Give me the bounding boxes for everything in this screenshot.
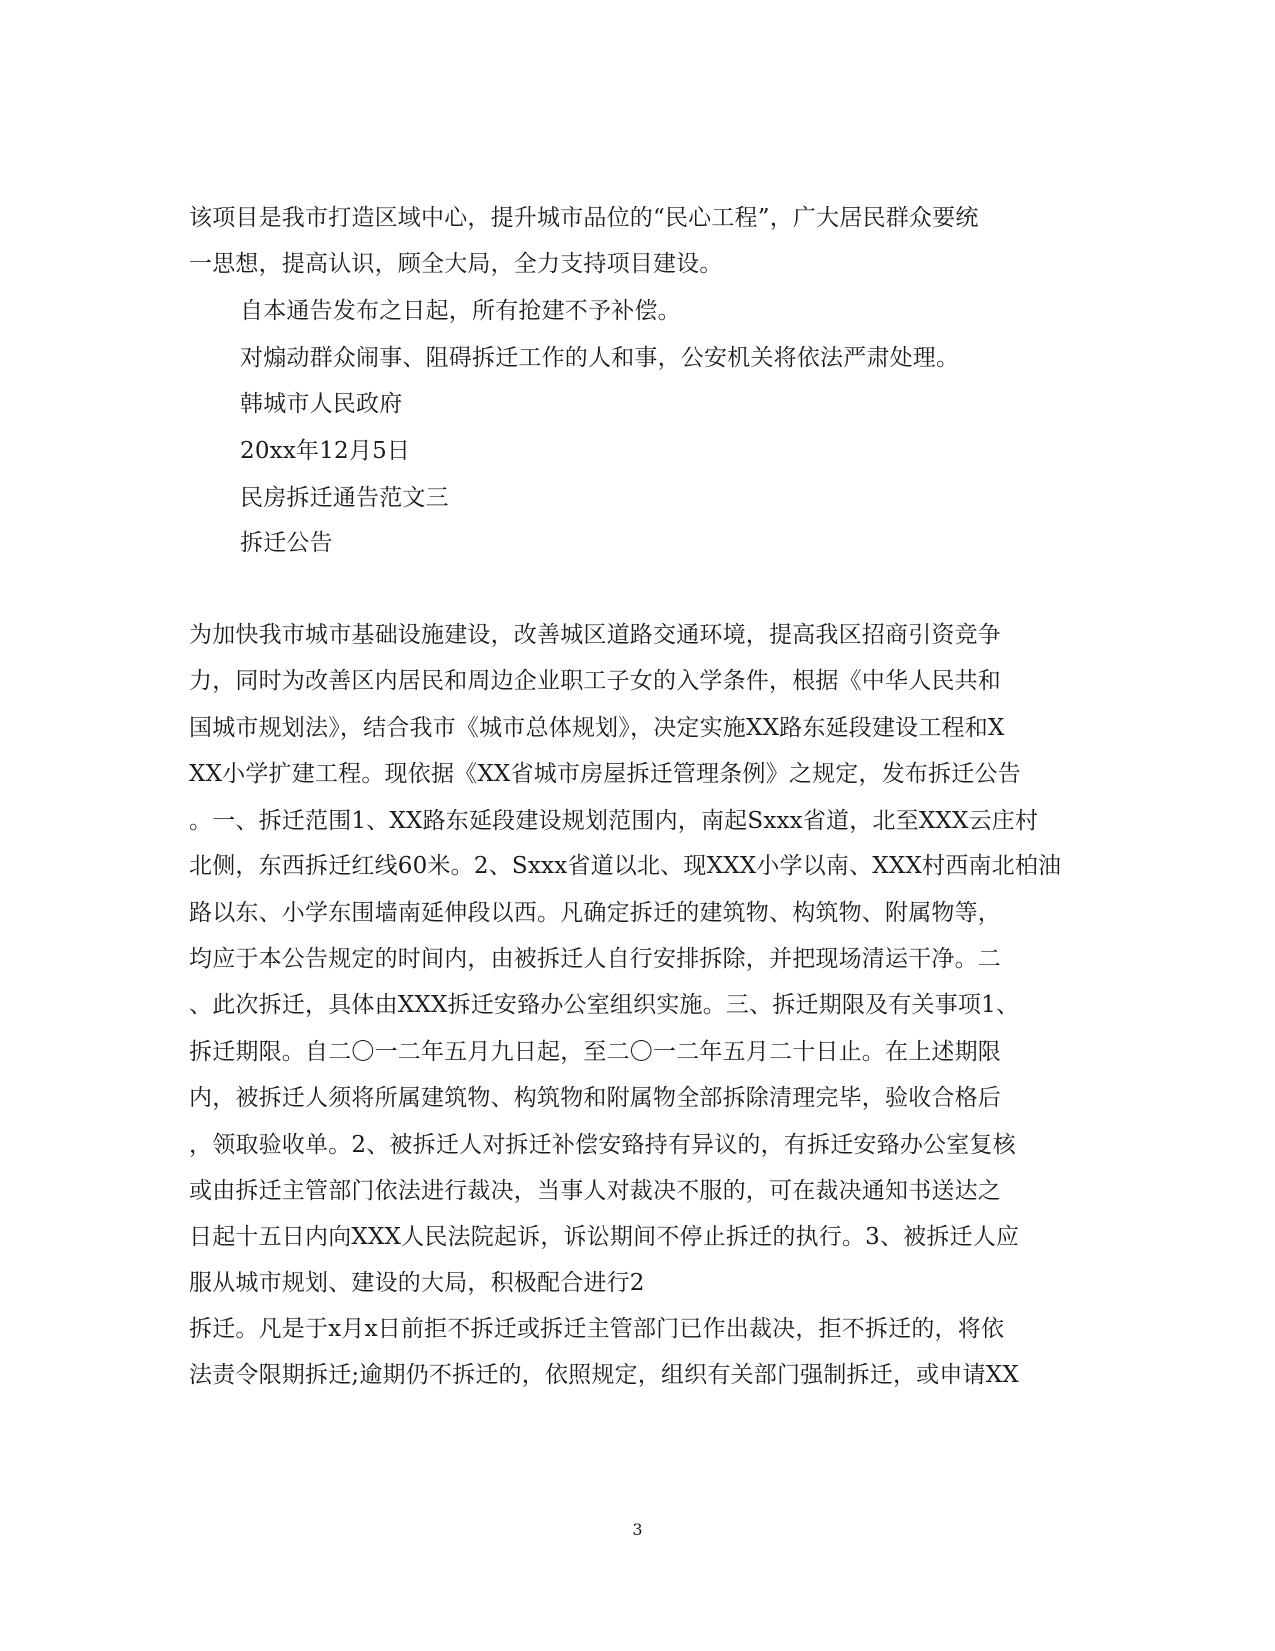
paragraph-line: 一思想，提高认识，顾全大局，全力支持项目建设。 (189, 251, 723, 277)
paragraph-line: 日起十五日内向XXX人民法院起诉，诉讼期间不停止拆迁的执行。3、被拆迁人应 (189, 1224, 1020, 1250)
notice-title: 拆迁公告 (240, 530, 333, 556)
issuer-name: 韩城市人民政府 (240, 391, 403, 417)
paragraph-line: 为加快我市城市基础设施建设，改善城区道路交通环境，提高我区招商引资竞争 (189, 622, 1001, 648)
paragraph-line: 法责令限期拆迁;逾期仍不拆迁的，依照规定，组织有关部门强制拆迁，或申请XX (189, 1362, 1019, 1388)
paragraph-line: 内，被拆迁人须将所属建筑物、构筑物和附属物全部拆除清理完毕，验收合格后 (189, 1085, 1001, 1111)
paragraph-line: 或由拆迁主管部门依法进行裁决，当事人对裁决不服的，可在裁决通知书送达之 (189, 1178, 1001, 1204)
paragraph-line: 北侧，东西拆迁红线60米。2、Sxxx省道以北、现XXX小学以南、XXX村西南北柏油 (189, 853, 1062, 879)
paragraph-line: 服从城市规划、建设的大局，积极配合进行2 (189, 1270, 645, 1296)
issue-date: 20xx年12月5日 (240, 438, 411, 464)
paragraph-line: 力，同时为改善区内居民和周边企业职工子女的入学条件，根据《中华人民共和 (189, 668, 1001, 694)
paragraph-line: 均应于本公告规定的时间内，由被拆迁人自行安排拆除，并把现场清运干净。二 (189, 946, 1001, 972)
paragraph-line: 、此次拆迁，具体由XXX拆迁安臵办公室组织实施。三、拆迁期限及有关事项1、 (189, 992, 1020, 1018)
section-title: 民房拆迁通告范文三 (240, 485, 449, 511)
paragraph-line: XX小学扩建工程。现依据《XX省城市房屋拆迁管理条例》之规定，发布拆迁公告 (189, 761, 1021, 787)
paragraph-line: 拆迁。凡是于x月x日前拒不拆迁或拆迁主管部门已作出裁决，拒不拆迁的，将依 (189, 1316, 1005, 1342)
paragraph-line: 对煽动群众闹事、阻碍拆迁工作的人和事，公安机关将依法严肃处理。 (240, 345, 960, 371)
paragraph-line: 国城市规划法》，结合我市《城市总体规划》，决定实施XX路东延段建设工程和X (189, 715, 1005, 741)
page-number: 3 (632, 1520, 643, 1539)
paragraph-line: 。一、拆迁范围1、XX路东延段建设规划范围内，南起Sxxx省道，北至XXX云庄村 (189, 808, 1039, 834)
paragraph-line: 路以东、小学东围墙南延伸段以西。凡确定拆迁的建筑物、构筑物、附属物等， (189, 900, 1001, 926)
paragraph-line: 拆迁期限。自二〇一二年五月九日起，至二〇一二年五月二十日止。在上述期限 (189, 1039, 1001, 1065)
paragraph-line: 该项目是我市打造区域中心，提升城市品位的“民心工程”，广大居民群众要统 (189, 205, 979, 231)
paragraph-line: 自本通告发布之日起，所有抢建不予补偿。 (240, 298, 681, 324)
paragraph-line: ，领取验收单。2、被拆迁人对拆迁补偿安臵持有异议的，有拆迁安臵办公室复核 (189, 1132, 1016, 1158)
